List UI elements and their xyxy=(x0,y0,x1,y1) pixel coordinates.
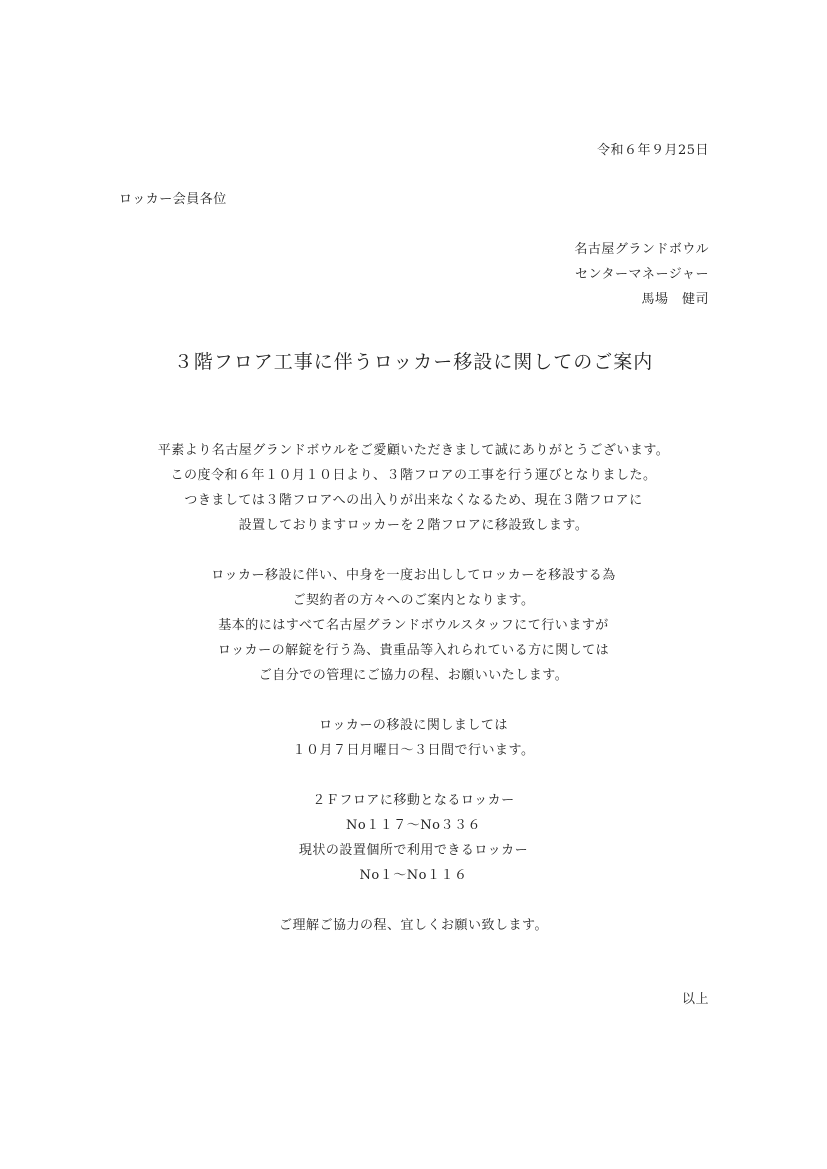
body-p1-line-3: つきましては３階フロアへの出入りが出来なくなるため、現在３階フロアに xyxy=(184,493,643,508)
body-p3-line-1: ロッカーの移設に関しましては xyxy=(319,718,508,733)
body-p1-line-1: 平素より名古屋グランドボウルをご愛顧いただきまして誠にありがとうございます。 xyxy=(157,443,670,458)
sender-position: センターマネージャー xyxy=(575,267,709,282)
body-p4-line-4: No１～No１１６ xyxy=(359,868,468,883)
closing-line: ご理解ご協力の程、宜しくお願い致します。 xyxy=(279,918,548,933)
body-p1-line-2: この度令和６年１０月１０日より、３階フロアの工事を行う運びとなりました。 xyxy=(170,468,657,483)
body-p2-line-3: 基本的にはすべて名古屋グランドボウルスタッフにて行いますが xyxy=(218,618,609,633)
sender-organization: 名古屋グランドボウル xyxy=(574,242,709,257)
document-title: ３階フロア工事に伴うロッカー移設に関してのご案内 xyxy=(173,351,654,373)
document-date: 令和６年９月25日 xyxy=(596,143,709,158)
body-p4-line-3: 現状の設置個所で利用できるロッカー xyxy=(298,843,529,858)
end-mark: 以上 xyxy=(681,992,709,1007)
body-p4-line-2: No１１７～No３３６ xyxy=(346,818,481,833)
body-p2-line-5: ご自分での管理にご協力の程、お願いいたします。 xyxy=(258,668,569,683)
body-p1-line-4: 設置しておりますロッカーを２階フロアに移設致します。 xyxy=(238,518,589,533)
body-p2-line-4: ロッカーの解錠を行う為、貴重品等入れられている方に関しては xyxy=(217,643,610,658)
body-p3-line-2: １０月７日月曜日～３日間で行います。 xyxy=(292,743,535,758)
body-p4-line-1: ２Ｆフロアに移動となるロッカー xyxy=(312,793,515,808)
body-p2-line-2: ご契約者の方々へのご案内となります。 xyxy=(292,593,535,608)
body-p2-line-1: ロッカー移設に伴い、中身を一度お出ししてロッカーを移設する為 xyxy=(211,568,616,583)
sender-name: 馬場 健司 xyxy=(641,292,709,307)
recipient: ロッカー会員各位 xyxy=(119,192,227,207)
